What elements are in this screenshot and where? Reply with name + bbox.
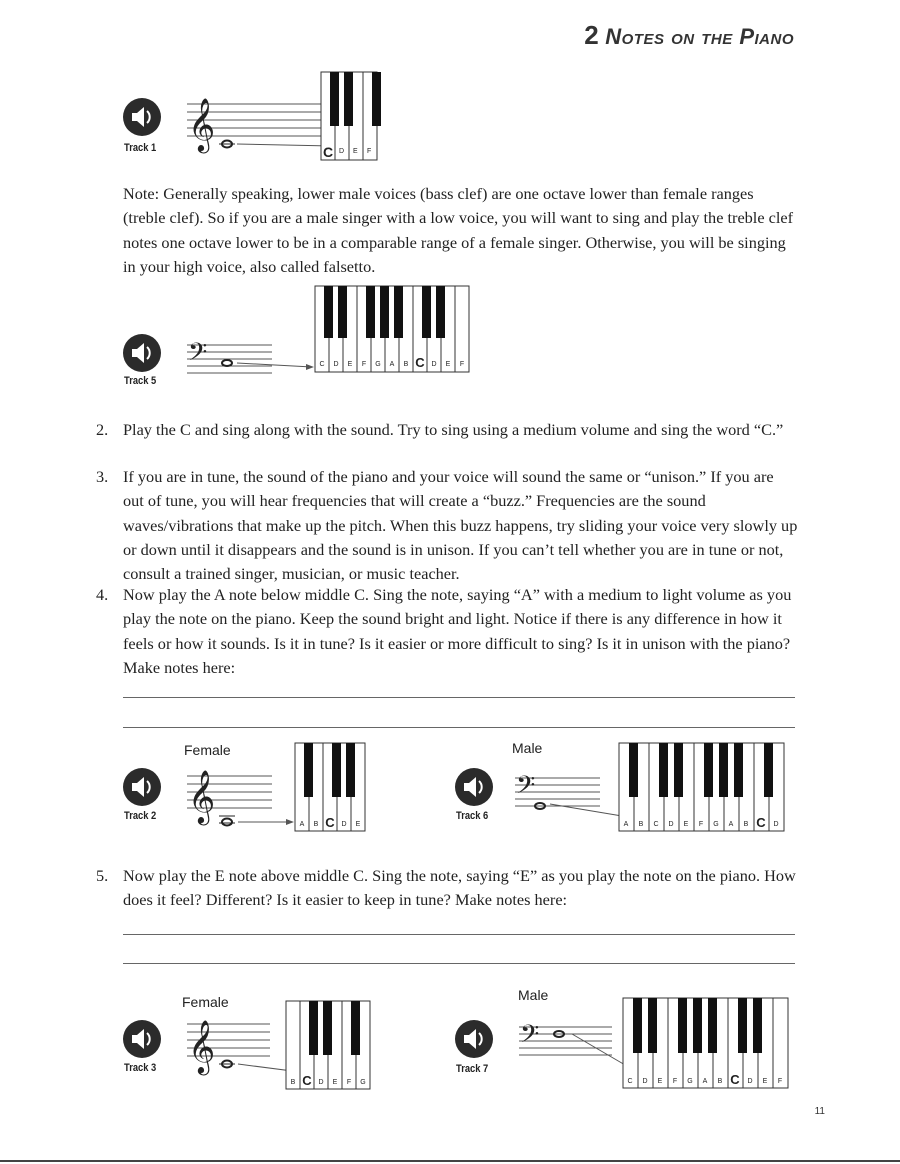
svg-text:𝄢: 𝄢 xyxy=(520,1021,540,1054)
figure-track-6 xyxy=(452,740,797,835)
key-label-f: F xyxy=(367,148,372,155)
key-label-e: E xyxy=(353,148,358,155)
figure-track-7 xyxy=(452,985,797,1090)
note-paragraph: Note: Generally speaking, lower male voices (bass clef) are one octave lower than female ranges (treble clef). So if you are a male singer with a low voice, you will want to sing and play the treble clef notes one octave lower to be in a comparable range of a female singer. Otherwise, you will be singing in your high voice, also called falsetto. xyxy=(123,184,794,276)
svg-text:A: A xyxy=(728,821,734,828)
svg-text:E: E xyxy=(683,821,689,828)
svg-text:G: G xyxy=(360,1079,366,1086)
notes-line[interactable] xyxy=(123,697,795,698)
svg-text:A: A xyxy=(702,1078,708,1085)
track-label: Track 6 xyxy=(456,810,489,822)
svg-text:𝄞: 𝄞 xyxy=(188,98,216,150)
list-item-step-2 xyxy=(96,418,798,442)
svg-text:F: F xyxy=(361,361,367,368)
svg-text:𝄞: 𝄞 xyxy=(188,770,216,822)
list-text: If you are in tune, the sound of the piano and your voice will sound the same or “unison.” If you are out of tune, you will hear frequencies that will create a “buzz.” Frequencies are the sound waves/vibrations that make up the pitch. When this buzz happens, try sliding your voice very slowly up or down until it disappears and the sound is in unison. If you can’t tell whether you are in tune or not, consult a trained singer, musician, or music teacher. xyxy=(123,467,798,584)
svg-text:E: E xyxy=(347,361,353,368)
bass-staff xyxy=(182,335,325,379)
notes-line[interactable] xyxy=(123,934,795,935)
svg-text:C: C xyxy=(756,815,766,830)
list-item-step-3 xyxy=(96,465,798,586)
svg-text:B: B xyxy=(638,821,644,828)
svg-text:F: F xyxy=(777,1078,783,1085)
svg-text:C: C xyxy=(415,355,425,370)
list-number: 5. xyxy=(96,866,109,885)
svg-text:B: B xyxy=(313,821,319,828)
svg-text:F: F xyxy=(672,1078,678,1085)
track-label: Track 5 xyxy=(124,375,157,387)
svg-text:C: C xyxy=(730,1072,740,1087)
list-text: Play the C and sing along with the sound. Try to sing using a medium volume and sing the word “C.” xyxy=(123,420,784,439)
speaker-icon[interactable] xyxy=(455,768,493,806)
list-item-step-4 xyxy=(96,583,798,680)
svg-text:D: D xyxy=(341,821,347,828)
speaker-icon[interactable] xyxy=(123,334,161,372)
svg-text:D: D xyxy=(642,1078,648,1085)
svg-text:D: D xyxy=(668,821,674,828)
svg-text:𝄞: 𝄞 xyxy=(188,1020,216,1072)
svg-text:G: G xyxy=(713,821,719,828)
piano-keys xyxy=(622,997,797,1091)
svg-text:B: B xyxy=(403,361,409,368)
svg-text:F: F xyxy=(698,821,704,828)
piano-keys xyxy=(294,742,374,834)
piano-keys xyxy=(285,1000,377,1092)
page-number: 11 xyxy=(814,1106,825,1117)
speaker-icon[interactable] xyxy=(123,1020,161,1058)
track-label: Track 3 xyxy=(124,1062,157,1074)
list-text: Now play the E note above middle C. Sing the note, saying “E” as you play the note on the piano. How does it feel? Different? Is it easier to keep in tune? Make notes here: xyxy=(123,866,796,910)
bass-staff xyxy=(514,1021,634,1071)
track-label: Track 1 xyxy=(124,142,157,154)
speaker-icon[interactable] xyxy=(123,768,161,806)
svg-text:E: E xyxy=(657,1078,663,1085)
svg-text:B: B xyxy=(717,1078,723,1085)
svg-text:E: E xyxy=(762,1078,768,1085)
chapter-title: Notes on the Piano xyxy=(605,24,794,49)
svg-text:D: D xyxy=(333,361,339,368)
svg-text:C: C xyxy=(627,1078,633,1085)
svg-text:A: A xyxy=(389,361,395,368)
svg-text:D: D xyxy=(431,361,437,368)
key-label-c: C xyxy=(323,144,334,160)
svg-text:G: G xyxy=(375,361,381,368)
svg-text:G: G xyxy=(687,1078,693,1085)
svg-text:E: E xyxy=(355,821,361,828)
svg-text:E: E xyxy=(332,1079,338,1086)
svg-text:C: C xyxy=(319,361,325,368)
svg-text:A: A xyxy=(299,821,305,828)
speaker-icon[interactable] xyxy=(123,98,161,136)
figure-track-3 xyxy=(120,992,390,1092)
chapter-number: 2 xyxy=(584,20,600,50)
notes-line[interactable] xyxy=(123,727,795,728)
figure-track-5 xyxy=(120,283,480,387)
list-number: 4. xyxy=(96,585,109,604)
treble-staff xyxy=(182,762,302,828)
track-label: Track 2 xyxy=(124,810,157,822)
list-item-step-5 xyxy=(96,864,798,913)
figure-caption: Female xyxy=(182,994,229,1010)
list-number: 2. xyxy=(96,420,109,439)
track-label: Track 7 xyxy=(456,1063,489,1075)
svg-text:𝄢: 𝄢 xyxy=(516,772,536,805)
key-label-d: D xyxy=(339,148,345,155)
svg-text:F: F xyxy=(346,1079,352,1086)
svg-text:F: F xyxy=(459,361,465,368)
figure-caption: Female xyxy=(184,742,231,758)
figure-caption: Male xyxy=(518,987,549,1003)
treble-staff xyxy=(182,90,345,160)
piano-keys xyxy=(618,742,798,834)
speaker-icon[interactable] xyxy=(455,1020,493,1058)
svg-text:A: A xyxy=(623,821,629,828)
svg-text:𝄢: 𝄢 xyxy=(188,339,208,372)
svg-text:C: C xyxy=(325,815,335,830)
svg-text:C: C xyxy=(302,1073,312,1088)
page-bottom-rule xyxy=(0,1160,900,1162)
svg-text:E: E xyxy=(445,361,451,368)
svg-text:C: C xyxy=(653,821,659,828)
figure-track-2 xyxy=(120,740,380,835)
figure-caption: Male xyxy=(512,740,543,756)
notes-line[interactable] xyxy=(123,963,795,964)
svg-text:B: B xyxy=(290,1079,296,1086)
treble-staff xyxy=(182,1016,302,1082)
list-text: Now play the A note below middle C. Sing the note, saying “A” with a medium to light volume as you play the note on the piano. Keep the sound bright and light. Notice if there is any difference in how it feels or how it sounds. Is it in tune? Is it easier or more difficult to sing? Is it in unison with the piano? Make notes here: xyxy=(123,585,792,677)
svg-text:B: B xyxy=(743,821,749,828)
svg-text:D: D xyxy=(773,821,779,828)
piano-keys xyxy=(314,283,474,375)
svg-text:D: D xyxy=(747,1078,753,1085)
bass-staff xyxy=(510,768,630,818)
svg-text:D: D xyxy=(318,1079,324,1086)
chapter-header xyxy=(584,20,794,51)
figure-track-1 xyxy=(120,70,400,170)
list-number: 3. xyxy=(96,467,109,486)
